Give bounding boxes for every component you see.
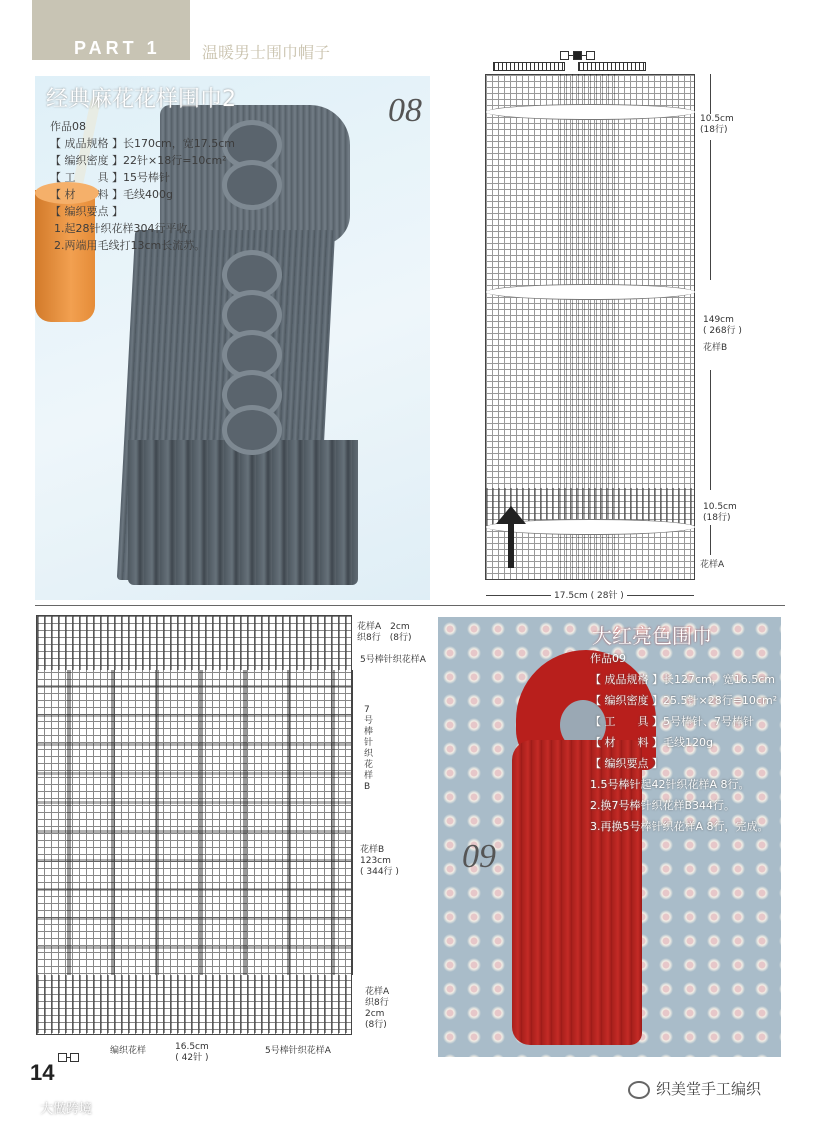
dimension-text: 149cm: [703, 315, 734, 325]
chart1-width-label: 17.5cm ( 28针 ): [551, 591, 627, 602]
chart2-top-right-label: [357, 622, 411, 644]
chart2-width-label: [175, 1042, 209, 1064]
work09-spec: 【 编织要点 】: [590, 757, 663, 770]
work09-spec: 【 编织密度 】25.5针×28行=10cm²: [590, 694, 778, 707]
work09-name: 作品09: [590, 652, 626, 665]
dimension-text: (8行): [365, 1020, 387, 1030]
chart1-bottom-dimension: [703, 502, 737, 524]
legend-filled-square: [573, 51, 582, 60]
work09-number-mark: 09: [462, 838, 496, 875]
dimension-line: [352, 670, 353, 975]
chart1-legend: [560, 50, 595, 61]
scarf-fringe: [128, 440, 358, 585]
work08-number-mark: 08: [388, 92, 422, 129]
chart1-break-wave: [486, 104, 695, 120]
work08-spec: 【 材 料 】毛线400g: [50, 188, 173, 201]
legend-empty-square: [586, 51, 595, 60]
legend-empty-square: [560, 51, 569, 60]
work08-spec: 【 成品规格 】长170cm，宽17.5cm: [50, 137, 236, 150]
chart2-top-needle-label: 5号棒针织花样A: [360, 655, 426, 665]
dimension-text: (18行): [703, 513, 731, 523]
dimension-text: 花样A 2cm: [357, 622, 410, 632]
dimension-text: 16.5cm: [175, 1042, 209, 1052]
legend-empty-square: [58, 1053, 67, 1062]
dimension-text: ( 268行 ): [703, 326, 742, 336]
chart2-pattern-b-motifs: [37, 670, 351, 975]
dimension-text: ( 42针 ): [175, 1053, 209, 1063]
work08-spec: 【 编织密度 】22针×18行=10cm²: [50, 154, 227, 167]
dimension-line: [710, 140, 711, 280]
chapter-subtitle: 温暖男士围巾帽子: [202, 43, 331, 62]
work08-spec: 【 编织要点 】: [50, 205, 123, 218]
work09-title: 大红亮色围巾: [592, 624, 712, 648]
wechat-icon: [628, 1081, 650, 1099]
chart2-bottom-right-label: [365, 987, 389, 1031]
watermark-right: [628, 1078, 761, 1099]
work08-step: 1.起28针织花样304行平收。: [54, 222, 199, 235]
work08-info: [50, 118, 235, 254]
chart2-pattern-a-bottom-band: [37, 975, 351, 1033]
chart2-legend: [58, 1052, 79, 1063]
dimension-text: 2cm: [365, 1009, 385, 1019]
chart1-stitch-key-right: [578, 62, 646, 71]
work09-info: [590, 648, 777, 837]
chart2-side-label: 7号棒针织花样B: [364, 705, 374, 792]
pattern-name: 花样B: [360, 845, 385, 855]
work09-step: 2.换7号棒针织花样B344行。: [590, 799, 736, 812]
work08-name: 作品08: [50, 120, 86, 133]
cable-twist: [222, 405, 282, 455]
chart1-pattern-a-label: 花样A: [700, 560, 725, 570]
work09-step: 3.再换5号棒针织花样A 8行，完成。: [590, 820, 769, 833]
work08-step: 2.两端用毛线打13cm长流苏。: [54, 239, 206, 252]
dimension-line: [710, 370, 711, 490]
work09-spec: 【 材 料 】毛线120g: [590, 736, 713, 749]
work09-spec: 【 成品规格 】长127cm，宽16.5cm: [590, 673, 776, 686]
dimension-text: ( 344行 ): [360, 867, 399, 877]
work09-step: 1.5号棒针起42针织花样A 8行。: [590, 778, 750, 791]
pattern-name: 花样A: [365, 987, 390, 997]
work08-spec: 【 工 具 】15号棒针: [50, 171, 170, 184]
watermark-right-text: 织美堂手工编织: [656, 1080, 762, 1098]
dimension-text: (18行): [700, 125, 728, 135]
dimension-line: [710, 525, 711, 555]
chart2-pattern-b-label: [360, 845, 399, 878]
section-divider: [35, 605, 785, 606]
dimension-text: 织8行: [365, 998, 389, 1008]
page-number: 14: [30, 1060, 55, 1085]
watermark-left-text: 大做跨境: [40, 1102, 93, 1117]
chart1-break-wave: [486, 284, 695, 300]
chart2-pattern-a-top-band: [37, 616, 351, 670]
part-label: PART 1: [74, 38, 161, 58]
dimension-text: 10.5cm: [703, 502, 737, 512]
dimension-line: [710, 74, 711, 114]
chart2-bottom-left-label: 编织花样: [110, 1046, 147, 1056]
dimension-text: 织8行 (8行): [357, 633, 412, 643]
direction-arrow-shaft: [508, 520, 514, 568]
watermark-left: [10, 1098, 92, 1118]
legend-empty-square: [70, 1053, 79, 1062]
work08-title: 经典麻花花样围巾2: [46, 87, 236, 112]
chart1-stitch-key-left: [493, 62, 565, 71]
chart1-mid-dimension: [703, 315, 742, 354]
chart1-top-dimension: [700, 114, 734, 136]
dimension-text: 123cm: [360, 856, 391, 866]
work09-spec: 【 工 具 】5号棒针、7号棒针: [590, 715, 754, 728]
dimension-text: 10.5cm: [700, 114, 734, 124]
pattern-name: 花样B: [703, 343, 728, 353]
chart2-bottom-needle-label: 5号棒针织花样A: [265, 1046, 331, 1056]
watermark-logo-icon: [10, 1102, 36, 1118]
